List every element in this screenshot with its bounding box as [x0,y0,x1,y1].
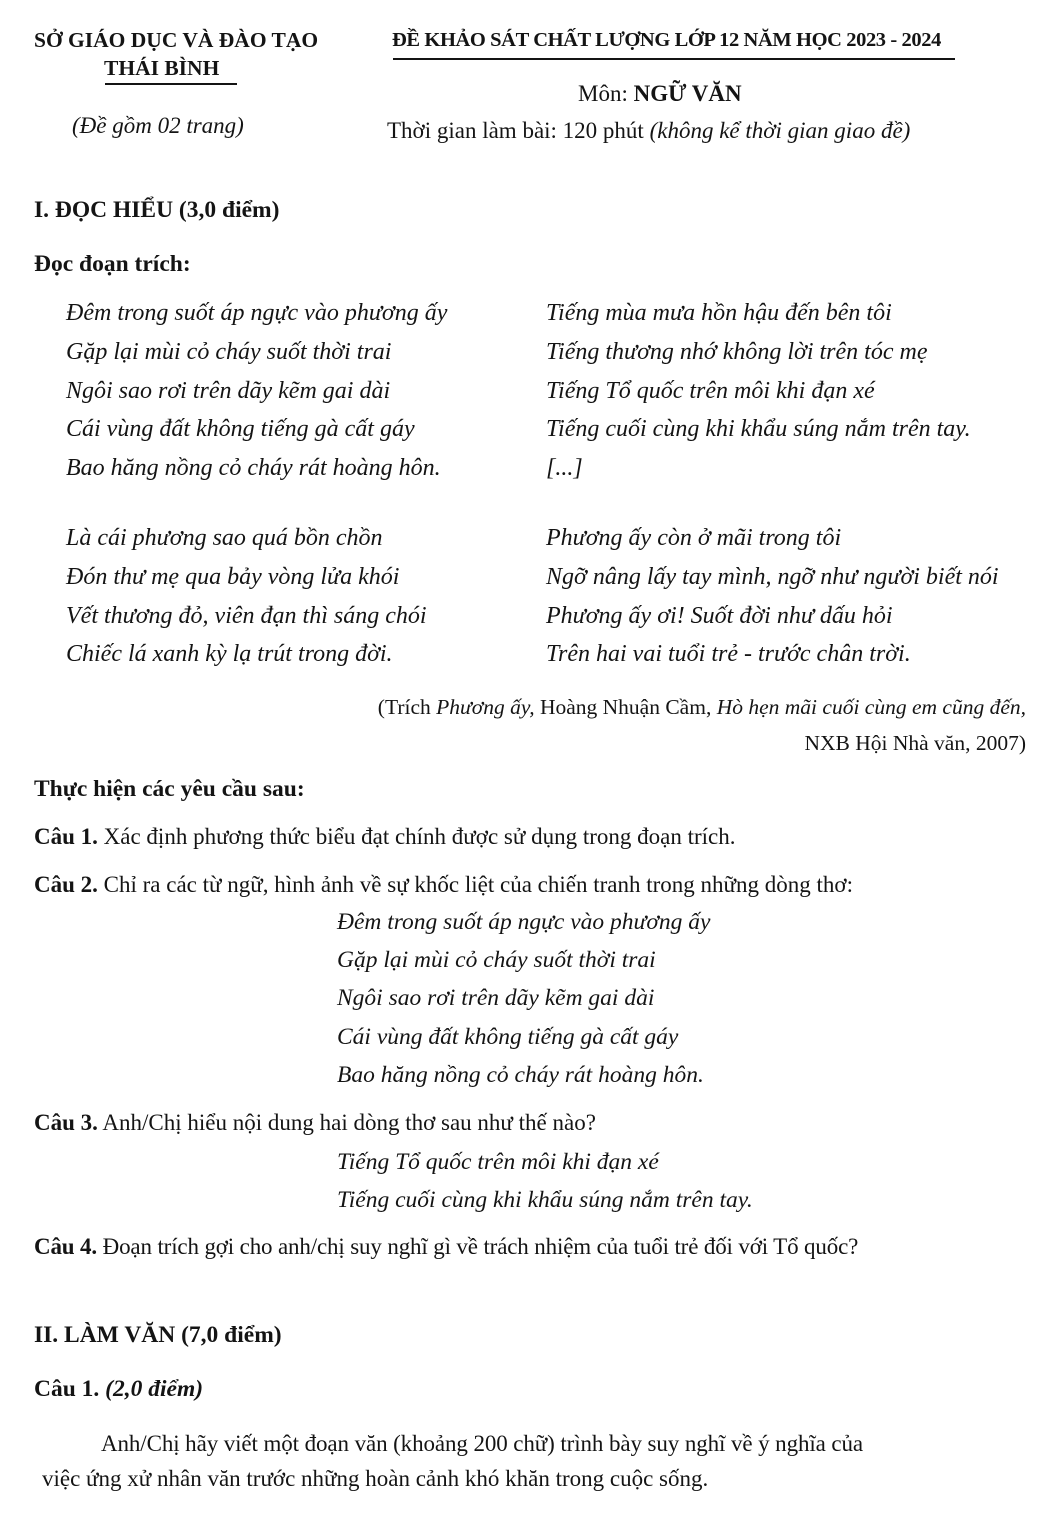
poem-line: Tiếng Tổ quốc trên môi khi đạn xé [546,377,875,404]
time-note: (không kể thời gian giao đề) [649,118,911,143]
question-label: Câu 4. [34,1234,98,1259]
poem-line: Phương ấy ơi! Suốt đời như dấu hỏi [546,602,893,629]
part2-question-1-text-line2: việc ứng xử nhân văn trước những hoàn cảnh khó khăn trong cuộc sống. [42,1466,709,1491]
source-book: Hò hẹn mãi cuối cùng em cũng đến, [716,695,1026,719]
subject-line [578,81,742,107]
quote-line: Cái vùng đất không tiếng gà cất gáy [337,1023,679,1050]
question-text: Chỉ ra các từ ngữ, hình ảnh về sự khốc liệt của chiến tranh trong những dòng thơ: [103,872,853,897]
province-name: THÁI BÌNH [104,56,220,80]
exam-title-underline [393,58,955,60]
question-label: Câu 2. [34,872,98,897]
stanza1-left [66,294,447,488]
question-text: Đoạn trích gợi cho anh/chị suy nghĩ gì về trách nhiệm của tuổi trẻ đối với Tổ quốc? [102,1234,859,1259]
source-publisher: NXB Hội Nhà văn, 2007) [804,731,1026,755]
quote-line: Tiếng Tổ quốc trên môi khi đạn xé [337,1149,659,1175]
subject-name: NGỮ VĂN [633,81,742,106]
question-2-quote [337,903,710,1094]
poem-line: Ngôi sao rơi trên dãy kẽm gai dài [66,377,391,404]
exam-title: ĐỀ KHẢO SÁT CHẤT LƯỢNG LỚP 12 NĂM HỌC 2023 - 2024 [392,29,941,51]
source-poem-title: Phương ấy, [436,695,535,719]
poem-line: Ngỡ nâng lấy tay mình, ngỡ như người biết nói [546,563,999,590]
poem-line: Là cái phương sao quá bồn chồn [66,525,383,551]
question-label: Câu 3. [34,1110,98,1135]
department-name: SỞ GIÁO DỤC VÀ ĐÀO TẠO [34,28,319,52]
question-label: Câu 1. [34,1376,100,1402]
poem-line: Tiếng thương nhớ không lời trên tóc mẹ [546,338,928,365]
poem-line: Vết thương đỏ, viên đạn thì sáng chói [66,602,427,629]
question-3-quote [337,1143,753,1219]
read-label: Đọc đoạn trích: [34,251,191,277]
subject-label: Môn: [578,81,628,106]
poem-line: Tiếng cuối cùng khi khẩu súng nắm trên tay. [546,416,971,443]
poem-line: Tiếng mùa mưa hồn hậu đến bên tôi [546,300,892,326]
poem-line: Cái vùng đất không tiếng gà cất gáy [66,416,415,443]
poem-line: Đêm trong suốt áp ngực vào phương ấy [66,300,448,326]
poem-line: Chiếc lá xanh kỳ lạ trút trong đời. [66,641,393,668]
pages-note: (Đề gồm 02 trang) [72,113,244,138]
poem-line: Bao hăng nồng cỏ cháy rát hoàng hôn. [66,455,441,482]
part2-question-1-heading [34,1376,203,1403]
time-label: Thời gian làm bài: 120 phút [387,118,644,143]
stanza2-left [66,519,427,674]
poem-line: Trên hai vai tuổi trẻ - trước chân trời. [546,641,911,668]
source-prefix: (Trích [377,695,431,719]
question-1 [34,824,735,850]
stanza2-right [546,519,999,674]
province-underline [105,83,237,85]
part2-question-1-text-line1: Anh/Chị hãy viết một đoạn văn (khoảng 200 chữ) trình bày suy nghĩ về ý nghĩa của [101,1431,864,1456]
quote-line: Tiếng cuối cùng khi khẩu súng nắm trên tay. [337,1187,753,1214]
source-author: Hoàng Nhuận Cầm, [539,695,712,719]
question-label: Câu 1. [34,824,98,849]
poem-line: Đón thư mẹ qua bảy vòng lửa khói [66,563,400,590]
quote-line: Gặp lại mùi cỏ cháy suốt thời trai [337,947,656,974]
quote-line: Đêm trong suốt áp ngực vào phương ấy [337,909,711,935]
poem-line: Gặp lại mùi cỏ cháy suốt thời trai [66,338,392,365]
question-points: (2,0 điểm) [105,1376,204,1402]
question-text: Xác định phương thức biểu đạt chính được sử dụng trong đoạn trích. [103,824,736,849]
part2-title: II. LÀM VĂN (7,0 điểm) [34,1322,282,1348]
question-3 [34,1110,596,1136]
quote-line: Bao hăng nồng cỏ cháy rát hoàng hôn. [337,1061,704,1088]
question-2 [34,872,853,898]
poem-line: Phương ấy còn ở mãi trong tôi [546,525,842,551]
poem-line: [...] [546,455,583,482]
stanza1-right [546,294,971,488]
source-citation [378,695,1026,720]
quote-line: Ngôi sao rơi trên dãy kẽm gai dài [337,985,655,1012]
tasks-label: Thực hiện các yêu cầu sau: [34,776,305,802]
question-text: Anh/Chị hiểu nội dung hai dòng thơ sau như thế nào? [102,1110,596,1135]
question-4 [34,1234,858,1260]
time-line [387,118,910,144]
part1-title: I. ĐỌC HIỂU (3,0 điểm) [34,197,280,223]
